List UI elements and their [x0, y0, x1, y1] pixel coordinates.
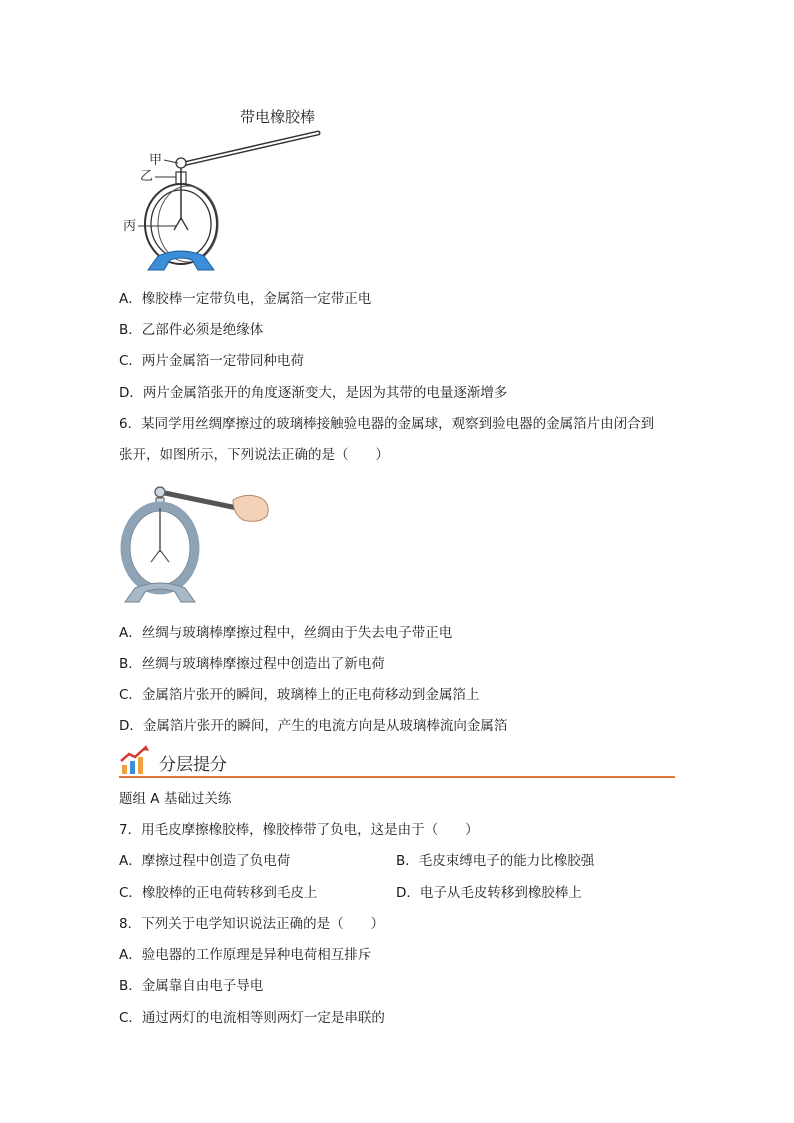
- q7-option-b: B．毛皮束缚电子的能力比橡胶强: [396, 853, 595, 869]
- section-divider: [119, 776, 675, 778]
- q6-option-a: A．丝绸与玻璃棒摩擦过程中，丝绸由于失去电子带正电: [119, 625, 453, 641]
- q6-stem-line2: 张开，如图所示，下列说法正确的是（ ）: [119, 447, 389, 463]
- q5-option-c: C．两片金属箔一定带同种电荷: [119, 353, 304, 369]
- foil-left: [174, 218, 181, 230]
- q5-option-d: D．两片金属箔张开的角度逐渐变大，是因为其带的电量逐渐增多: [119, 385, 508, 401]
- electroscope-figure-1: [118, 100, 358, 278]
- foil-right: [160, 550, 169, 562]
- q8-stem: 8．下列关于电学知识说法正确的是（ ）: [119, 916, 385, 932]
- q5-option-a: A．橡胶棒一定带负电，金属箔一定带正电: [119, 291, 372, 307]
- q6-option-b: B．丝绸与玻璃棒摩擦过程中创造出了新电荷: [119, 656, 385, 672]
- metal-ball: [155, 487, 165, 497]
- chart-growth-icon: [119, 744, 151, 776]
- section-title: 分层提分: [159, 755, 227, 775]
- foil-left: [151, 550, 160, 562]
- q7-option-d: D．电子从毛皮转移到橡胶棒上: [396, 885, 582, 901]
- q6-option-c: C．金属箔片张开的瞬间，玻璃棒上的正电荷移动到金属箔上: [119, 687, 480, 703]
- rod-label: 带电橡胶棒: [240, 108, 316, 126]
- label-jia: 甲: [149, 153, 163, 168]
- label-bing: 丙: [123, 219, 137, 234]
- q8-option-c: C．通过两灯的电流相等则两灯一定是串联的: [119, 1010, 385, 1026]
- label-yi: 乙: [140, 169, 154, 184]
- hand: [233, 495, 268, 521]
- q8-option-a: A．验电器的工作原理是异种电荷相互排斥: [119, 947, 372, 963]
- q6-stem-line1: 6．某同学用丝绸摩擦过的玻璃棒接触验电器的金属球，观察到验电器的金属箔片由闭合到: [119, 416, 655, 432]
- section-header: [119, 742, 675, 778]
- q7-option-a: A．摩擦过程中创造了负电荷: [119, 853, 291, 869]
- q7-stem: 7．用毛皮摩擦橡胶棒，橡胶棒带了负电，这是由于（ ）: [119, 822, 479, 838]
- group-label: 题组 A 基础过关练: [119, 791, 232, 807]
- q8-option-b: B．金属靠自由电子导电: [119, 978, 264, 994]
- q6-option-d: D．金属箔片张开的瞬间，产生的电流方向是从玻璃棒流向金属箔: [119, 718, 508, 734]
- q5-option-b: B．乙部件必须是绝缘体: [119, 322, 264, 338]
- q7-option-c: C．橡胶棒的正电荷转移到毛皮上: [119, 885, 318, 901]
- foil-right: [181, 218, 188, 230]
- electroscope-figure-2: [115, 478, 280, 608]
